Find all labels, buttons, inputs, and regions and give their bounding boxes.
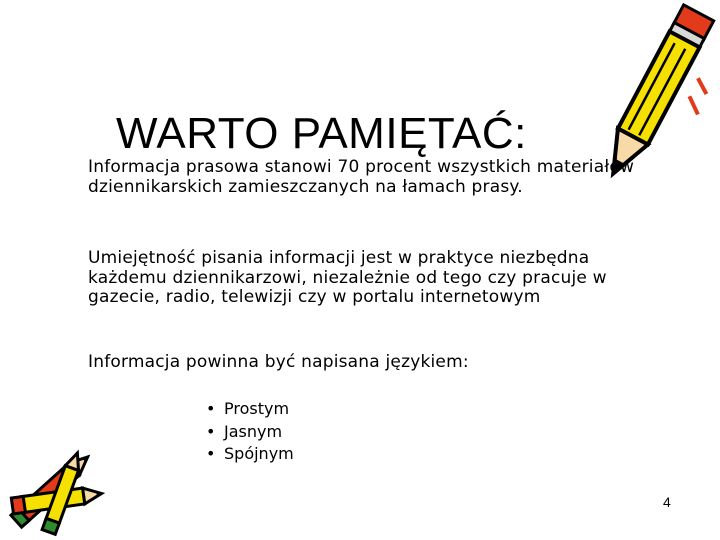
bullet-item: • Prostym <box>204 398 294 421</box>
paragraph-3: Informacja powinna być napisana językiem: <box>88 352 469 372</box>
bullet-item: • Spójnym <box>204 443 294 466</box>
bullet-list <box>204 398 294 466</box>
pencils-clipart-bottom-left <box>0 430 110 540</box>
paragraph-1: Informacja prasowa stanowi 70 procent wszystkich materiałów dziennikarskich zamieszczanych na łamach prasy. <box>88 157 635 197</box>
paragraph-2: Umiejętność pisania informacji jest w praktyce niezbędna każdemu dziennikarzowi, niezależnie od tego czy pracuje w gazecie, radio, telewizji czy w portalu internetowym <box>88 248 607 307</box>
slide-title: WARTO PAMIĘTAĆ: <box>116 109 527 159</box>
bullet-item: • Jasnym <box>204 421 294 444</box>
page-number: 4 <box>663 494 671 510</box>
